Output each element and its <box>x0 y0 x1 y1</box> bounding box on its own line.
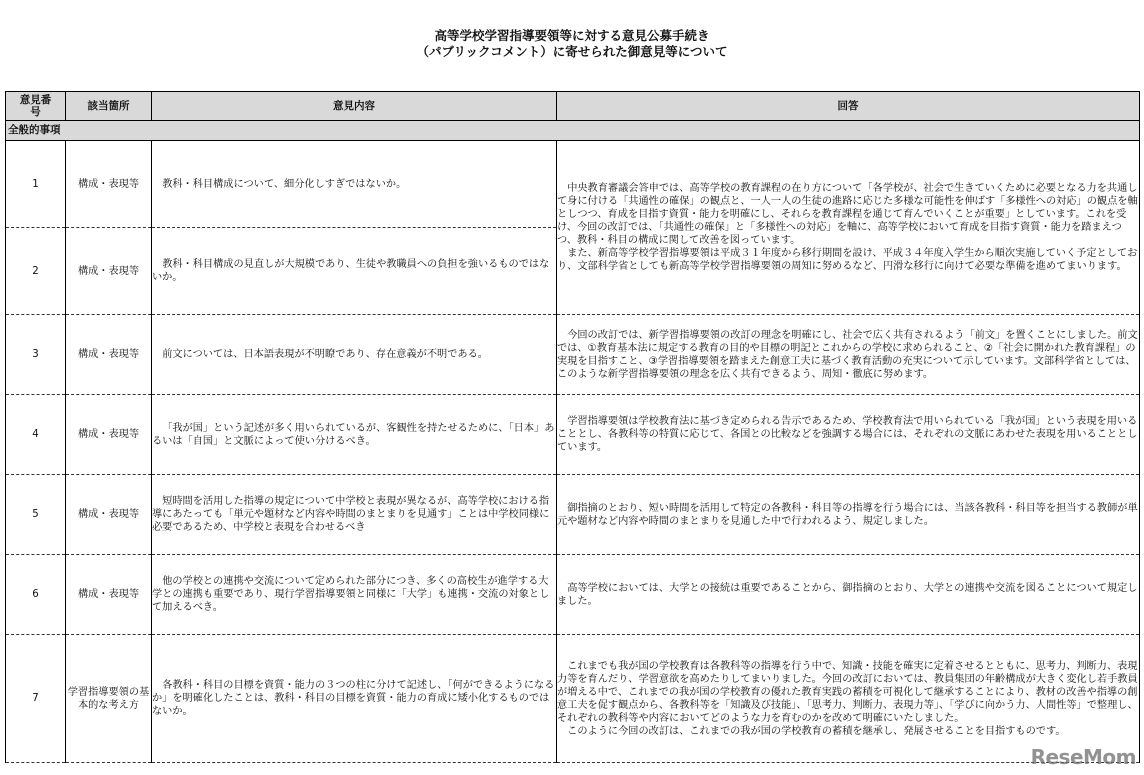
header-section: 該当箇所 <box>66 92 152 121</box>
row-number: 2 <box>6 228 66 315</box>
table-row <box>6 635 1140 763</box>
answer-paragraph: また、新高等学校学習指導要領は平成３１年度から移行期間を設け、平成３４年度入学生から順次実施していく予定としており、文部科学省としても新高等学校学習指導要領の周知に努めるなど、円滑な移行に向けて必要な準備を進めてまいります。 <box>557 248 1138 272</box>
row-answer <box>557 141 1140 315</box>
document-title <box>0 28 1144 60</box>
row-section: 学習指導要領の基本的な考え方 <box>66 635 152 763</box>
row-number: 4 <box>6 395 66 475</box>
row-answer <box>557 635 1140 763</box>
row-opinion: 各教科・科目の目標を資質・能力の３つの柱に分けて記述し、「何ができるようになるか」を明確化したことは、教科・科目の目標を資質・能力の育成に矮小化するものではないか。 <box>152 635 557 763</box>
row-answer: 学習指導要領は学校教育法に基づき定められる告示であるため、学校教育法で用いられている「我が国」という表現を用いることとし、各教科等の特質に応じて、各国との比較などを強調する場合には、それぞれの文脈にあわせた表現を用いることとしています。 <box>557 395 1140 475</box>
title-line-1: 高等学校学習指導要領等に対する意見公募手続き <box>434 28 710 43</box>
row-number: 6 <box>6 555 66 635</box>
row-answer: 今回の改訂では、新学習指導要領の改訂の理念を明確にし、社会で広く共有されるよう「前文」を置くことにしました。前文では、①教育基本法に規定する教育の目的や目標の明記とこれからの学校に求められること、②「社会に開かれた教育課程」の実現を目指すこと、③学習指導要領を踏まえた創意工夫に基づく教育活動の充実について示しています。文部科学省としては、このような新学習指導要領の理念を広く共有できるよう、周知・徹底に努めます。 <box>557 315 1140 395</box>
row-opinion: 教科・科目構成について、細分化しすぎではないか。 <box>152 141 557 228</box>
section-row <box>6 121 1140 141</box>
comments-table <box>5 91 1140 763</box>
answer-paragraph: これまでも我が国の学校教育は各教科等の指導を行う中で、知識・技能を確実に定着させるとともに、思考力、判断力、表現力等を育んだり、学習意欲を高めたりしてまいりました。今回の改訂においては、教員集団の年齢構成が大きく変化し若手教員が増える中で、これまでの我が国の学校教育の優れた教育実践の蓄積を可視化して継承することにより、教材の改善や指導の創意工夫を促す観点から、各教科等を「知識及び技能」、「思考力、判断力、表現力等」、「学びに向かう力、人間性等」で整理し、それぞれの教科等や内容においてどのような力を育むのかを改めて明確にいたしました。 <box>557 660 1138 724</box>
row-answer: 高等学校においては、大学との接続は重要であることから、御指摘のとおり、大学との連携や交流を図ることについて規定しました。 <box>557 555 1140 635</box>
row-number: 7 <box>6 635 66 763</box>
row-opinion: 教科・科目構成の見直しが大規模であり、生徒や教職員への負担を強いるものではないか。 <box>152 228 557 315</box>
header-opinion: 意見内容 <box>152 92 557 121</box>
answer-paragraph: このように今回の改訂は、これまでの我が国の学校教育の蓄積を継承し、発展させることを目指すものです。 <box>567 725 1066 737</box>
answer-paragraph: 中央教育審議会答申では、高等学校の教育課程の在り方について「各学校が、社会で生きていくために必要となる力を共通して身に付ける「共通性の確保」の観点と、一人一人の生徒の進路に応じた多様な可能性を伸ばす「多様性への対応」の観点を軸としつつ、育成を目指す資質・能力を明確にし、それらを教育課程を通じて育んでいくことが重要」としています。これを受け、今回の改訂では、「共通性の確保」と「多様性への対応」を軸に、高等学校において育成を目指す資質・能力を踏まえつつ、教科・科目の構成に関して改善を図っています。 <box>557 183 1138 246</box>
table-row <box>6 141 1140 228</box>
table-header-row <box>6 92 1140 121</box>
row-opinion: 「我が国」という記述が多く用いられているが、客観性を持たせるために、「日本」あるいは「自国」と文脈によって使い分けるべき。 <box>152 395 557 475</box>
table-row <box>6 395 1140 475</box>
resemom-watermark-logo: ReseMom <box>1030 745 1136 769</box>
header-number: 意見番号 <box>6 92 66 121</box>
row-answer: 御指摘のとおり、短い時間を活用して特定の各教科・科目等の指導を行う場合には、当該各教科・科目等を担当する教師が単元や題材など内容や時間のまとまりを見通した中で行われるよう、規定しました。 <box>557 475 1140 555</box>
row-section: 構成・表現等 <box>66 228 152 315</box>
row-section: 構成・表現等 <box>66 555 152 635</box>
row-opinion: 前文については、日本語表現が不明瞭であり、存在意義が不明である。 <box>152 315 557 395</box>
row-number: 5 <box>6 475 66 555</box>
row-number: 1 <box>6 141 66 228</box>
header-answer: 回答 <box>557 92 1140 121</box>
title-line-2: （パブリックコメント）に寄せられた御意見等について <box>416 44 728 59</box>
row-opinion: 短時間を活用した指導の規定について中学校と表現が異なるが、高等学校における指導にあたっても「単元や題材など内容や時間のまとまりを見通す」ことは中学校同様に必要であるため、中学校と表現を合わせるべき <box>152 475 557 555</box>
table-row <box>6 315 1140 395</box>
section-title: 全般的事項 <box>6 121 1140 141</box>
table-row <box>6 555 1140 635</box>
row-section: 構成・表現等 <box>66 141 152 228</box>
row-section: 構成・表現等 <box>66 315 152 395</box>
row-number: 3 <box>6 315 66 395</box>
row-section: 構成・表現等 <box>66 475 152 555</box>
table-row <box>6 475 1140 555</box>
row-section: 構成・表現等 <box>66 395 152 475</box>
row-opinion: 他の学校との連携や交流について定められた部分につき、多くの高校生が進学する大学との連携も重要であり、現行学習指導要領と同様に「大学」も連携・交流の対象として加えるべき。 <box>152 555 557 635</box>
